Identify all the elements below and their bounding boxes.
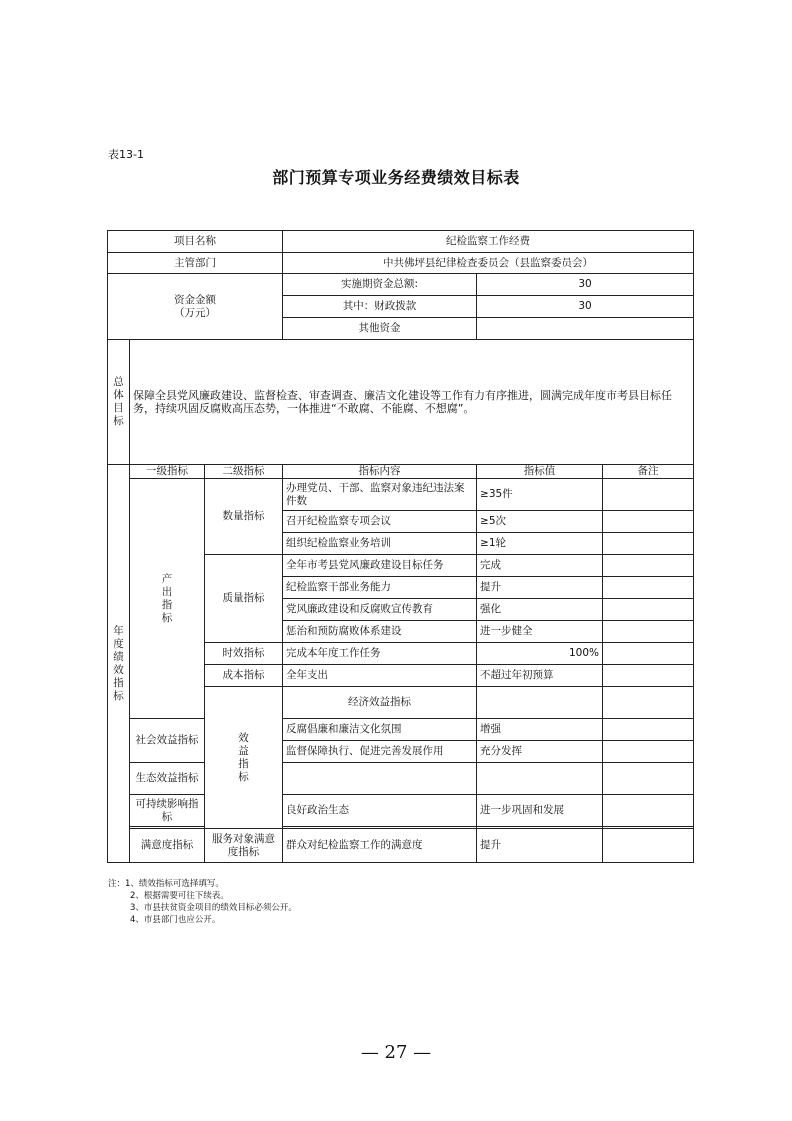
header-note: 备注 [603, 465, 694, 479]
dept-row [108, 253, 694, 274]
funds-label-line1: 资金金额 [174, 293, 216, 306]
quantity-indicator-label: 数量指标 [205, 479, 283, 555]
quality-indicator-label: 质量指标 [205, 555, 283, 643]
satisfaction-level1-label: 满意度指标 [130, 829, 205, 863]
indicator-note [603, 829, 694, 863]
indicator-note [603, 577, 694, 599]
indicator-value: 进一步健全 [477, 621, 603, 643]
note-line: 3、市县扶贫资金项目的绩效目标必须公开。 [130, 903, 297, 913]
indicator-note [603, 665, 694, 687]
indicator-note [603, 555, 694, 577]
note-line: 注：1、绩效指标可选择填写。 [108, 879, 224, 889]
note-line: 4、市县部门也应公开。 [130, 915, 221, 925]
indicator-content: 惩治和预防腐败体系建设 [283, 621, 477, 643]
indicator-content: 反腐倡廉和廉洁文化氛围 [283, 719, 477, 741]
indicator-content: 监督保障执行、促进完善发展作用 [283, 741, 477, 763]
project-row [108, 231, 694, 253]
table-notes [108, 878, 297, 926]
social-indicator-label: 社会效益指标 [130, 719, 205, 763]
indicator-value: 增强 [477, 719, 603, 741]
header-level2: 二级指标 [205, 465, 283, 479]
table-row [108, 479, 694, 511]
table-number: 表13-1 [108, 148, 144, 161]
indicator-value: 提升 [477, 577, 603, 599]
funds-other-label: 其他资金 [283, 318, 477, 340]
funds-fiscal-value: 30 [477, 296, 694, 318]
indicator-value: ≥1轮 [477, 533, 603, 555]
indicator-value: 强化 [477, 599, 603, 621]
indicator-value [603, 687, 694, 719]
indicator-content: 组织纪检监察业务培训 [283, 533, 477, 555]
dept-label: 主管部门 [108, 253, 283, 274]
indicator-note [603, 533, 694, 555]
sustainable-indicator-label: 可持续影响指标 [130, 795, 205, 827]
page-number: — 27 — [360, 1042, 432, 1063]
indicator-content: 群众对纪检监察工作的满意度 [283, 829, 477, 863]
indicator-content: 全年支出 [283, 665, 477, 687]
funds-fiscal-label: 其中：财政拨款 [283, 296, 477, 318]
ecological-indicator-label: 生态效益指标 [130, 763, 205, 795]
table-row [108, 719, 694, 741]
header-content: 指标内容 [283, 465, 477, 479]
output-indicator-label: 产 出 指 标 [130, 479, 205, 719]
indicator-note [603, 479, 694, 511]
indicator-content: 党风廉政建设和反腐败宣传教育 [283, 599, 477, 621]
dept-value: 中共佛坪县纪律检查委员会（县监察委员会） [283, 253, 694, 274]
goal-row [108, 340, 694, 465]
indicator-content: 召开纪检监察专项会议 [283, 511, 477, 533]
page-title: 部门预算专项业务经费绩效目标表 [272, 168, 520, 187]
timeliness-indicator-label: 时效指标 [205, 643, 283, 665]
indicator-note [603, 643, 694, 665]
indicator-note [603, 511, 694, 533]
header-value: 指标值 [477, 465, 603, 479]
performance-table [107, 230, 694, 863]
indicator-note [603, 599, 694, 621]
indicator-note [603, 763, 694, 795]
indicator-content: 完成本年度工作任务 [283, 643, 477, 665]
benefit-indicator-label: 效 益 指 标 [205, 687, 283, 829]
funds-total-row [108, 274, 694, 296]
indicator-value: 充分发挥 [477, 741, 603, 763]
indicator-value: ≥35件 [477, 479, 603, 511]
indicator-content [283, 763, 477, 795]
table-row [108, 763, 694, 795]
indicator-note [603, 741, 694, 763]
indicator-value: 提升 [477, 829, 603, 863]
indicator-value: ≥5次 [477, 511, 603, 533]
project-name-value: 纪检监察工作经费 [283, 231, 694, 253]
indicator-note [603, 621, 694, 643]
indicator-note [603, 795, 694, 827]
indicator-value [477, 763, 603, 795]
economic-indicator-label: 经济效益指标 [283, 687, 477, 719]
table-row [108, 795, 694, 827]
funds-total-value: 30 [477, 274, 694, 296]
header-level1: 一级指标 [130, 465, 205, 479]
project-name-label: 项目名称 [108, 231, 283, 253]
cost-indicator-label: 成本指标 [205, 665, 283, 687]
indicator-content: 全年市考县党风廉政建设目标任务 [283, 555, 477, 577]
annual-indicator-label: 年 度 绩 效 指 标 [108, 465, 130, 863]
note-line: 2、根据需要可往下续表。 [130, 891, 229, 901]
indicator-value: 不超过年初预算 [477, 665, 603, 687]
funds-label [108, 274, 283, 340]
indicator-content: 纪检监察干部业务能力 [283, 577, 477, 599]
funds-label-line2: （万元） [174, 306, 216, 319]
funds-other-value [477, 318, 694, 340]
table-row [108, 829, 694, 863]
indicator-note [603, 719, 694, 741]
satisfaction-indicator-label: 服务对象满意度指标 [205, 829, 283, 863]
indicator-value: 进一步巩固和发展 [477, 795, 603, 827]
indicator-value: 100% [477, 643, 603, 665]
goal-text: 保障全县党风廉政建设、监督检查、审查调查、廉洁文化建设等工作有力有序推进，圆满完成年度市考县目标任务，持续巩固反腐败高压态势，一体推进“不敢腐、不能腐、不想腐”。 [130, 340, 694, 465]
indicator-header-row [108, 465, 694, 479]
funds-total-label: 实施期资金总额: [283, 274, 477, 296]
goal-label: 总 体 目 标 [108, 340, 130, 465]
indicator-content [477, 687, 603, 719]
indicator-value: 完成 [477, 555, 603, 577]
indicator-content: 良好政治生态 [283, 795, 477, 827]
indicator-content: 办理党员、干部、监察对象违纪违法案件数 [283, 479, 477, 511]
